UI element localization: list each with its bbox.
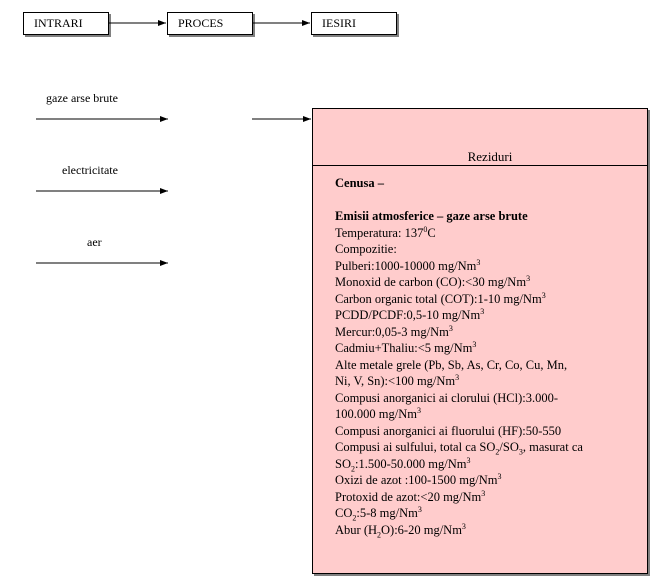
co-line: Monoxid de carbon (CO):<30 mg/Nm$^3$ (335, 273, 531, 289)
sulf-line-1: Compusi ai sulfului, total ca $SO_2/SO_3$, masurat ca (335, 440, 583, 457)
pulberi-line: Pulberi:1000-10000 mg/Nm$^3$ (335, 257, 481, 273)
cadmiu-line: Cadmiu+Thaliu:<5 mg/Nm$^3$ (335, 339, 477, 355)
output-body (335, 175, 635, 538)
inputs-label: INTRARI (34, 16, 83, 30)
hf-line: Compusi anorganici ai fluorului (HF):50-550 (335, 423, 562, 438)
metale-line-2: Ni, V, Sn):<100 mg/Nm$^3$ (335, 372, 460, 388)
sulf-line-2: $SO_2:1.500-50.000$ mg/Nm$^3$ (335, 455, 471, 473)
input-label-electricity: electricitate (62, 163, 118, 177)
input-label-air: aer (87, 235, 102, 249)
emissions-title: Emisii atmosferice – gaze arse brute (335, 209, 528, 223)
outputs-label: IESIRI (322, 16, 356, 30)
mercur-line: Mercur:0,05-3 mg/Nm$^3$ (335, 323, 453, 339)
input-label-gas: gaze arse brute (46, 91, 118, 105)
n2o-line: Protoxid de azot:<20 mg/Nm$^3$ (335, 488, 486, 504)
process-label: PROCES (178, 16, 224, 30)
output-box (312, 108, 648, 574)
co2-line: $CO_2:5-8$ mg/Nm$^3$ (335, 504, 422, 523)
ash-line: Cenusa – (335, 176, 384, 190)
metale-line-1: Alte metale grele (Pb, Sb, As, Cr, Co, Cu, Mn, (335, 357, 568, 372)
temperature-line: Temperatura: $137^0C$ (335, 224, 436, 240)
hcl-line-2: 100.000 mg/Nm$^3$ (335, 405, 421, 421)
hcl-line-1: Compusi anorganici ai clorului (HCl):3.000- (335, 390, 558, 405)
output-title: Reziduri (313, 149, 647, 166)
cot-line: Carbon organic total (COT):1-10 mg/Nm$^3$ (335, 290, 546, 306)
pcdd-line: PCDD/PCDF:0,5-10 mg/Nm$^3$ (335, 306, 485, 322)
abur-line: Abur $(H_2O):6-20$ mg/Nm$^3$ (335, 521, 466, 539)
composition-label: Compozitie: (335, 242, 397, 256)
nox-line: Oxizi de azot :100-1500 mg/Nm$^3$ (335, 471, 502, 487)
